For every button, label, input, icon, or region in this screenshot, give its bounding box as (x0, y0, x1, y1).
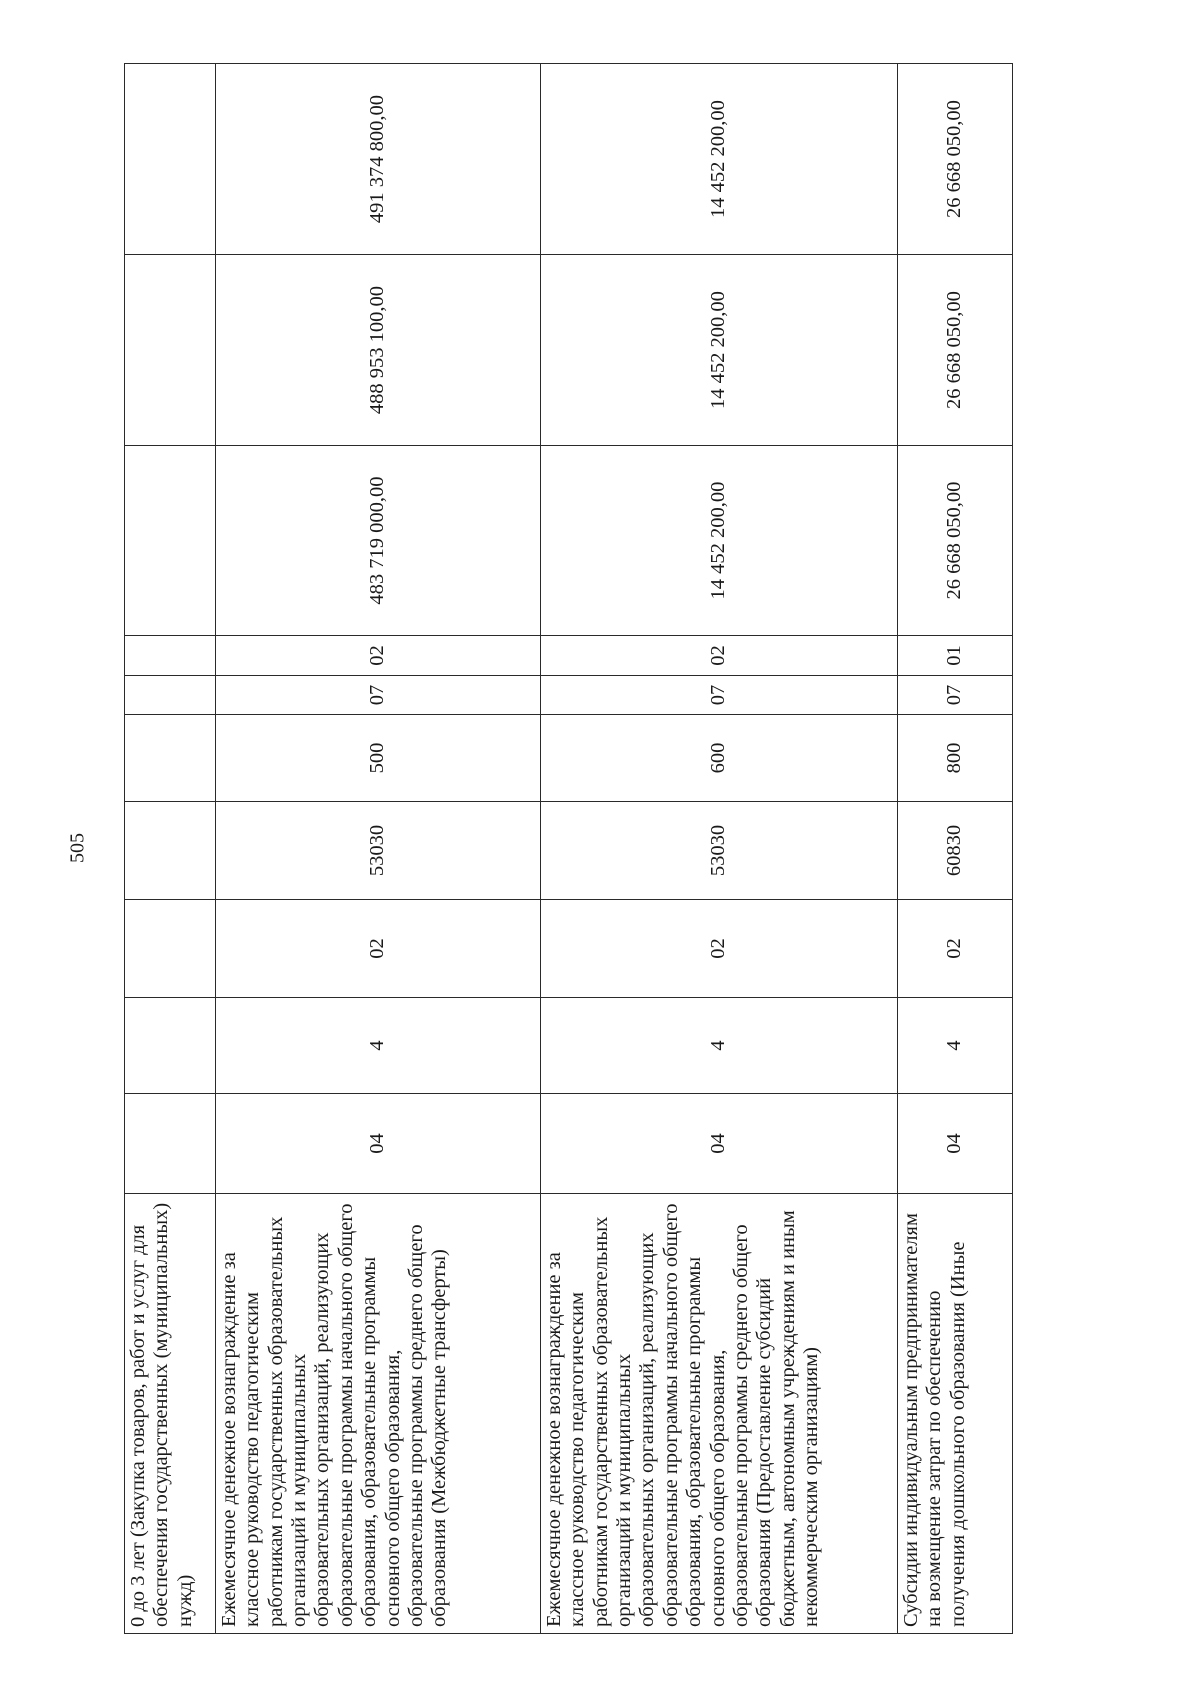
subprogram-code-cell: 4 (898, 998, 1013, 1094)
expense-name-cell: 0 до 3 лет (Закупка товаров, работ и услуг для обеспечения государственных (муниципальных) нужд) (125, 1194, 216, 1634)
subsection-cell: 02 (216, 636, 541, 676)
subprogram-code-cell: 4 (216, 998, 541, 1094)
direction-code-cell: 53030 (541, 802, 898, 900)
expense-type-cell: 500 (216, 715, 541, 802)
amount-year1-cell: 483 719 000,00 (216, 446, 541, 636)
amount-year3-cell: 14 452 200,00 (541, 64, 898, 255)
table-row (216, 64, 541, 1634)
program-code-cell: 04 (541, 1094, 898, 1194)
program-code-cell: 04 (216, 1094, 541, 1194)
amount-year3-cell (125, 64, 216, 255)
subsection-cell (125, 636, 216, 676)
subsection-cell: 02 (541, 636, 898, 676)
amount-year1-cell: 14 452 200,00 (541, 446, 898, 636)
table-row (541, 64, 898, 1634)
amount-year2-cell: 26 668 050,00 (898, 255, 1013, 446)
expense-type-cell (125, 715, 216, 802)
amount-year2-cell: 14 452 200,00 (541, 255, 898, 446)
main-event-code-cell: 02 (216, 900, 541, 998)
subprogram-code-cell (125, 998, 216, 1094)
amount-year3-cell: 26 668 050,00 (898, 64, 1013, 255)
direction-code-cell (125, 802, 216, 900)
table-row (125, 64, 216, 1634)
subprogram-code-cell: 4 (541, 998, 898, 1094)
amount-year2-cell (125, 255, 216, 446)
expense-type-cell: 800 (898, 715, 1013, 802)
program-code-cell (125, 1094, 216, 1194)
direction-code-cell: 53030 (216, 802, 541, 900)
direction-code-cell: 60830 (898, 802, 1013, 900)
amount-year1-cell: 26 668 050,00 (898, 446, 1013, 636)
budget-table (124, 63, 1013, 1634)
amount-year2-cell: 488 953 100,00 (216, 255, 541, 446)
page-number: 505 (66, 833, 89, 863)
main-event-code-cell (125, 900, 216, 998)
section-cell: 07 (541, 676, 898, 715)
table-row (898, 64, 1013, 1634)
section-cell (125, 676, 216, 715)
rotated-page-content (124, 64, 1075, 1634)
section-cell: 07 (898, 676, 1013, 715)
expense-name-cell: Ежемесячное денежное вознаграждение за классное руководство педагогическим работникам государственных образовательных организаций и муниципальных образовательных организаций, реализующих образовательные программы начального общего образования, образовательные программы основного общего образования, образовательные программы среднего общего образования (Предоставление субсидий бюджетным, автономным учреждениям и иным некоммерческим организациям) (541, 1194, 898, 1634)
expense-type-cell: 600 (541, 715, 898, 802)
main-event-code-cell: 02 (541, 900, 898, 998)
amount-year1-cell (125, 446, 216, 636)
subsection-cell: 01 (898, 636, 1013, 676)
expense-name-cell: Ежемесячное денежное вознаграждение за классное руководство педагогическим работникам государственных образовательных организаций и муниципальных образовательных организаций, реализующих образовательные программы начального общего образования, образовательные программы основного общего образования, образовательные программы среднего общего образования (Межбюджетные трансферты) (216, 1194, 541, 1634)
amount-year3-cell: 491 374 800,00 (216, 64, 541, 255)
expense-name-cell: Субсидии индивидуальным предпринимателям на возмещение затрат по обеспечению получения дошкольного образования (Иные (898, 1194, 1013, 1634)
section-cell: 07 (216, 676, 541, 715)
main-event-code-cell: 02 (898, 900, 1013, 998)
program-code-cell: 04 (898, 1094, 1013, 1194)
